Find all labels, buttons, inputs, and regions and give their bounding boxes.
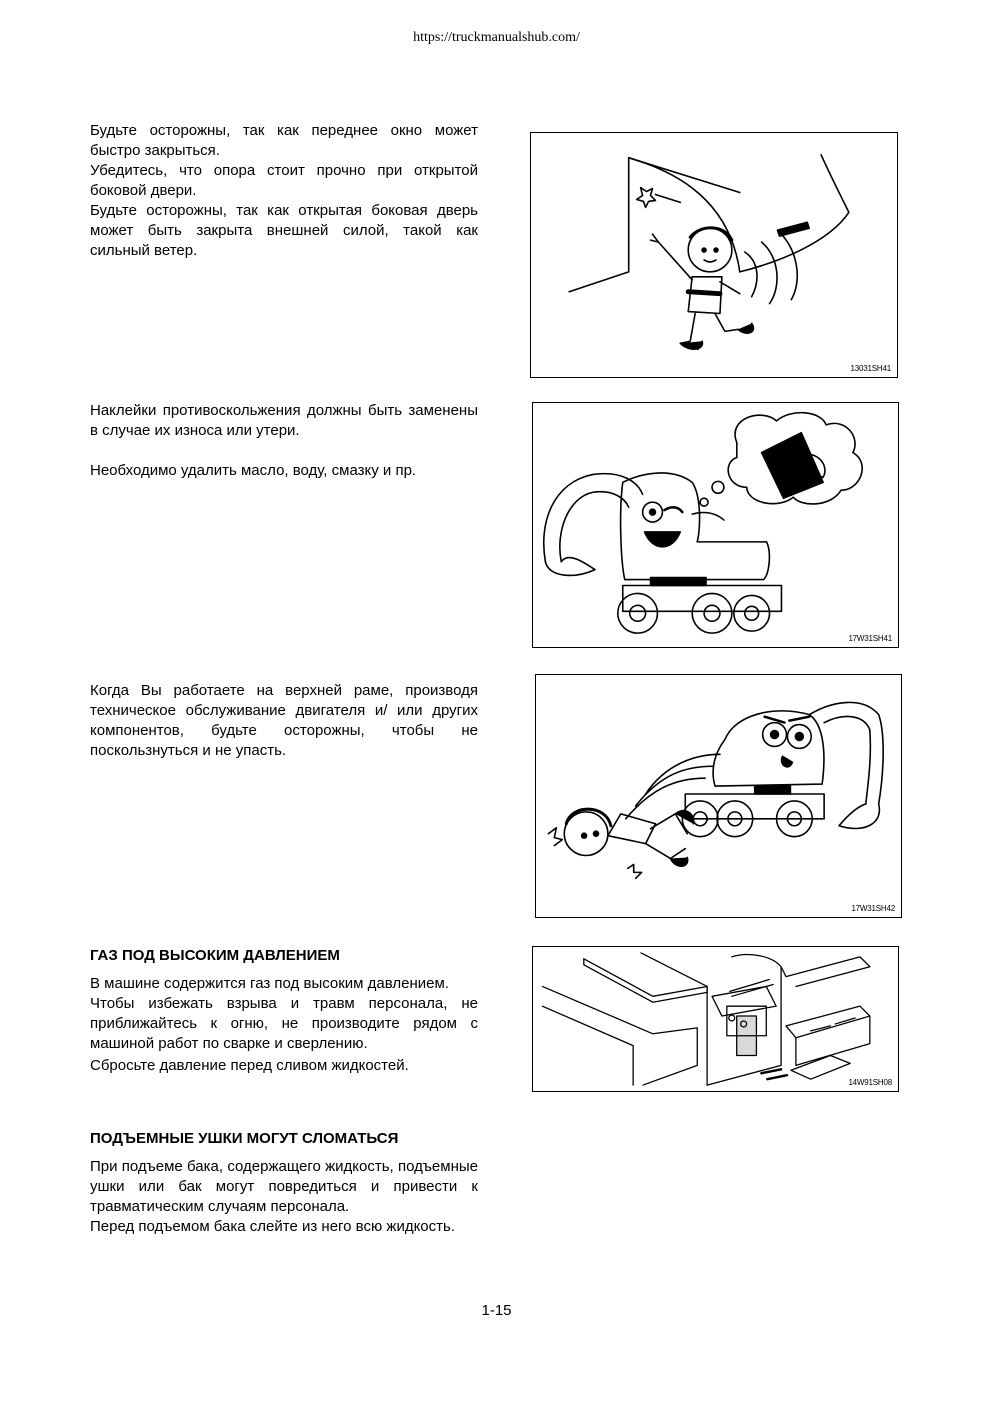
figure-slip-fall <box>535 674 902 918</box>
section-heading: ПОДЪЕМНЫЕ УШКИ МОГУТ СЛОМАТЬСЯ <box>90 1130 399 1147</box>
header-url: https://truckmanualshub.com/ <box>413 30 580 45</box>
page-number: 1-15 <box>481 1302 512 1319</box>
paragraph: Перед подъемом бака слейте из него всю жидкость. <box>90 1218 455 1235</box>
paragraph: Необходимо удалить масло, воду, смазку и пр. <box>90 462 417 479</box>
figure-code: 13031SH41 <box>850 364 891 373</box>
paragraph: В машине содержится газ под высоким давлением. <box>90 975 449 992</box>
section-upper-frame <box>90 681 478 761</box>
figure-code: 17W31SH42 <box>851 904 895 913</box>
figure-code: 17W31SH41 <box>848 634 892 643</box>
paragraph: Сбросьте давление перед сливом жидкостей. <box>90 1057 409 1074</box>
section-window-door <box>90 121 478 261</box>
section-heading: ГАЗ ПОД ВЫСОКИМ ДАВЛЕНИЕМ <box>90 947 340 964</box>
figure-door-closing <box>530 132 898 378</box>
paragraph: Будьте осторожны, так как переднее окно может быстро закрыться. <box>90 122 478 159</box>
section-high-pressure-gas <box>90 946 478 1076</box>
section-lifting-eyes <box>90 1129 478 1237</box>
paragraph: Убедитесь, что опора стоит прочно при открытой боковой двери. <box>90 162 478 199</box>
figure-code: 14W91SH08 <box>848 1078 892 1087</box>
section-anti-slip <box>90 401 478 481</box>
paragraph: Наклейки противоскольжения должны быть заменены в случае их износа или утери. <box>90 402 478 439</box>
figure-pressure-accumulator <box>532 946 899 1092</box>
figure-anti-slip-sticker <box>532 402 899 648</box>
paragraph: При подъеме бака, содержащего жидкость, подъемные ушки или бак могут повредиться и привести к травматическим случаям персонала. <box>90 1158 478 1215</box>
paragraph: Будьте осторожны, так как открытая боковая дверь может быть закрыта внешней силой, такой как сильный ветер. <box>90 202 478 259</box>
paragraph: Когда Вы работаете на верхней раме, производя техническое обслуживание двигателя и/ или других компонентов, будьте осторожны, чтобы не поскользнуться и не упасть. <box>90 682 478 759</box>
paragraph: Чтобы избежать взрыва и травм персонала, не приближайтесь к огню, не производите рядом с машиной работ по сварке и сверлению. <box>90 995 478 1052</box>
